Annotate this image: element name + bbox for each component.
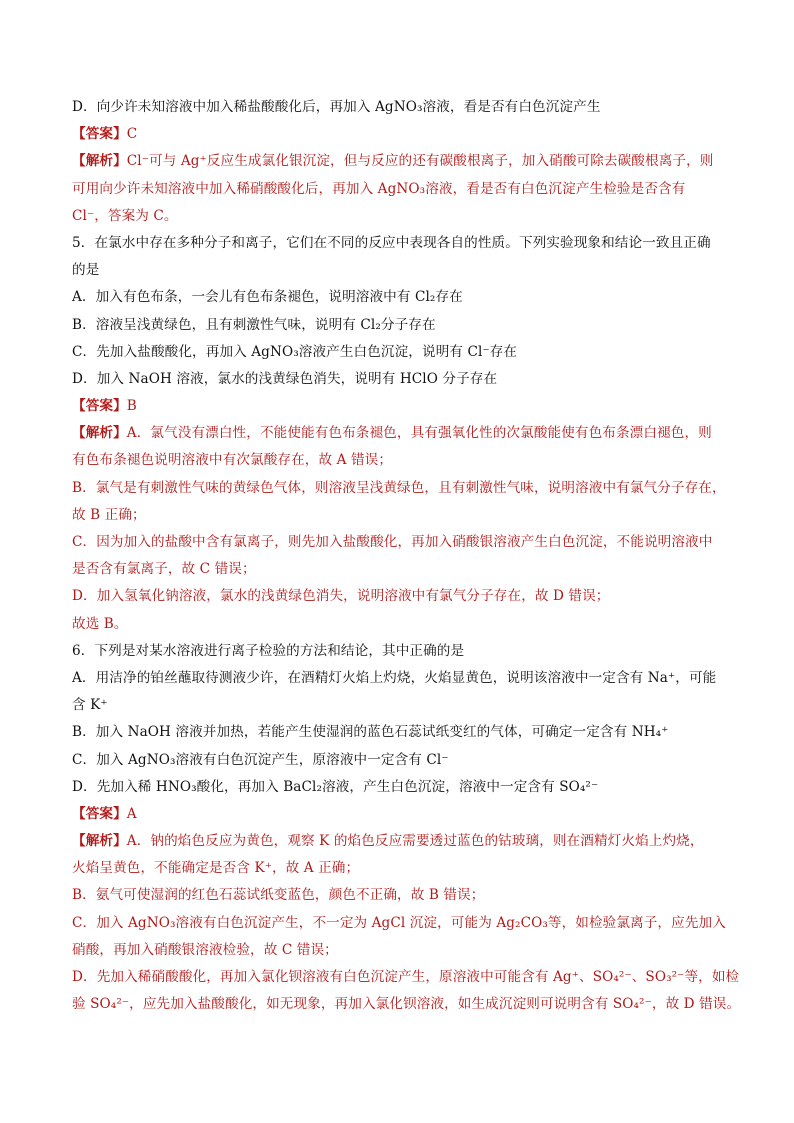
q6-analysis-line: 验 SO₄²⁻，应先加入盐酸酸化，如无现象，再加入氯化钡溶液，如生成沉淀则可说明含有 SO₄²⁻，故 D 错误。 bbox=[72, 996, 741, 1013]
q6-option-c: C．加入 AgNO₃溶液有白色沉淀产生，原溶液中一定含有 Cl⁻ bbox=[72, 751, 449, 768]
q5-analysis-line: D．加入氢氧化钠溶液，氯水的浅黄绿色消失，说明溶液中有氯气分子存在，故 D 错误； bbox=[72, 588, 610, 605]
q4-analysis-line: 可用向少许未知溶液中加入稀硝酸酸化后，再加入 AgNO₃溶液，看是否有白色沉淀产生检验是否含有 bbox=[72, 180, 686, 197]
q5-analysis-line: 有色布条褪色说明溶液中有次氯酸存在，故 A 错误； bbox=[72, 452, 393, 469]
q6-analysis-line: C．加入 AgNO₃溶液有白色沉淀产生，不一定为 AgCl 沉淀，可能为 Ag₂CO₃等，如检验氯离子，应先加入 bbox=[72, 914, 726, 931]
analysis-tag: 【解析】 bbox=[72, 425, 127, 442]
q5-analysis-line: 故 B 正确； bbox=[72, 506, 146, 523]
q6-option-b: B．加入 NaOH 溶液并加热，若能产生使湿润的蓝色石蕊试纸变红的气体，可确定一定含有 NH₄⁺ bbox=[72, 724, 669, 741]
q4-analysis-line: Cl⁻，答案为 C。 bbox=[72, 207, 178, 224]
answer-tag: 【答案】 bbox=[72, 398, 127, 415]
q5-option-c: C．先加入盐酸酸化，再加入 AgNO₃溶液产生白色沉淀，说明有 Cl⁻存在 bbox=[72, 343, 518, 360]
q6-analysis-line: 火焰呈黄色，不能确定是否含 K⁺，故 A 正确； bbox=[72, 860, 360, 877]
q5-analysis-line bbox=[72, 420, 732, 447]
answer-value: A bbox=[126, 805, 137, 822]
answer-value: C bbox=[126, 126, 138, 143]
q6-analysis-line bbox=[72, 828, 732, 855]
q6-stem: 6．下列是对某水溶液进行离子检验的方法和结论，其中正确的是 bbox=[72, 642, 465, 659]
answer-tag: 【答案】 bbox=[72, 126, 127, 143]
q4-answer bbox=[72, 121, 732, 148]
answer-tag: 【答案】 bbox=[72, 805, 127, 822]
q6-answer bbox=[72, 801, 732, 828]
q6-option-d: D．先加入稀 HNO₃酸化，再加入 BaCl₂溶液，产生白色沉淀，溶液中一定含有 SO₄²⁻ bbox=[72, 778, 599, 795]
q5-stem: 5．在氯水中存在多种分子和离子，它们在不同的反应中表现各自的性质。下列实验现象和结论一致且正确 bbox=[72, 234, 711, 251]
analysis-tag: 【解析】 bbox=[72, 153, 127, 170]
q6-analysis-line: B．氨气可使湿润的红色石蕊试纸变蓝色，颜色不正确，故 B 错误； bbox=[72, 887, 485, 904]
q5-analysis-line: 故选 B。 bbox=[72, 615, 128, 632]
answer-value: B bbox=[126, 398, 137, 415]
q5-stem: 的是 bbox=[72, 262, 100, 279]
analysis-text: A．钠的焰色反应为黄色，观察 K 的焰色反应需要透过蓝色的钴玻璃，则在酒精灯火焰上灼烧， bbox=[126, 833, 704, 850]
q6-option-a: A．用洁净的铂丝蘸取待测液少许，在酒精灯火焰上灼烧，火焰显黄色，说明该溶液中一定含有 Na⁺，可能 bbox=[72, 669, 717, 686]
q6-option-a-cont: 含 K⁺ bbox=[72, 697, 108, 714]
document-page bbox=[72, 94, 741, 1018]
analysis-tag: 【解析】 bbox=[72, 833, 127, 850]
analysis-text: Cl⁻可与 Ag⁺反应生成氯化银沉淀，但与反应的还有碳酸根离子，加入硝酸可除去碳酸根离子，则 bbox=[126, 153, 714, 170]
q6-analysis-line: D．先加入稀硝酸酸化，再加入氯化钡溶液有白色沉淀产生，原溶液中可能含有 Ag⁺、SO₄²⁻、SO₃²⁻等，如检 bbox=[72, 969, 740, 985]
q4-option-d: D．向少许未知溶液中加入稀盐酸酸化后，再加入 AgNO₃溶液，看是否有白色沉淀产生 bbox=[72, 99, 601, 115]
q4-analysis-line bbox=[72, 148, 732, 175]
q5-option-b: B．溶液呈浅黄绿色，且有刺激性气味，说明有 Cl₂分子存在 bbox=[72, 316, 436, 333]
analysis-text: A．氯气没有漂白性，不能使能有色布条褪色，具有强氧化性的次氯酸能使有色布条漂白褪色，则 bbox=[126, 425, 712, 442]
q5-option-a: A．加入有色布条，一会儿有色布条褪色，说明溶液中有 Cl₂存在 bbox=[72, 289, 463, 306]
q6-analysis-line: 硝酸，再加入硝酸银溶液检验，故 C 错误； bbox=[72, 941, 338, 958]
q5-analysis-line: B．氯气是有刺激性气味的黄绿色气体，则溶液呈浅黄绿色，且有刺激性气味，说明溶液中有氯气分子存在， bbox=[72, 479, 726, 496]
q5-analysis-line: C．因为加入的盐酸中含有氯离子，则先加入盐酸酸化，再加入硝酸银溶液产生白色沉淀，不能说明溶液中 bbox=[72, 534, 713, 550]
q5-answer bbox=[72, 393, 732, 420]
q5-analysis-line: 是否含有氯离子，故 C 错误； bbox=[72, 561, 256, 578]
q5-option-d: D．加入 NaOH 溶液，氯水的浅黄绿色消失，说明有 HClO 分子存在 bbox=[72, 370, 498, 387]
